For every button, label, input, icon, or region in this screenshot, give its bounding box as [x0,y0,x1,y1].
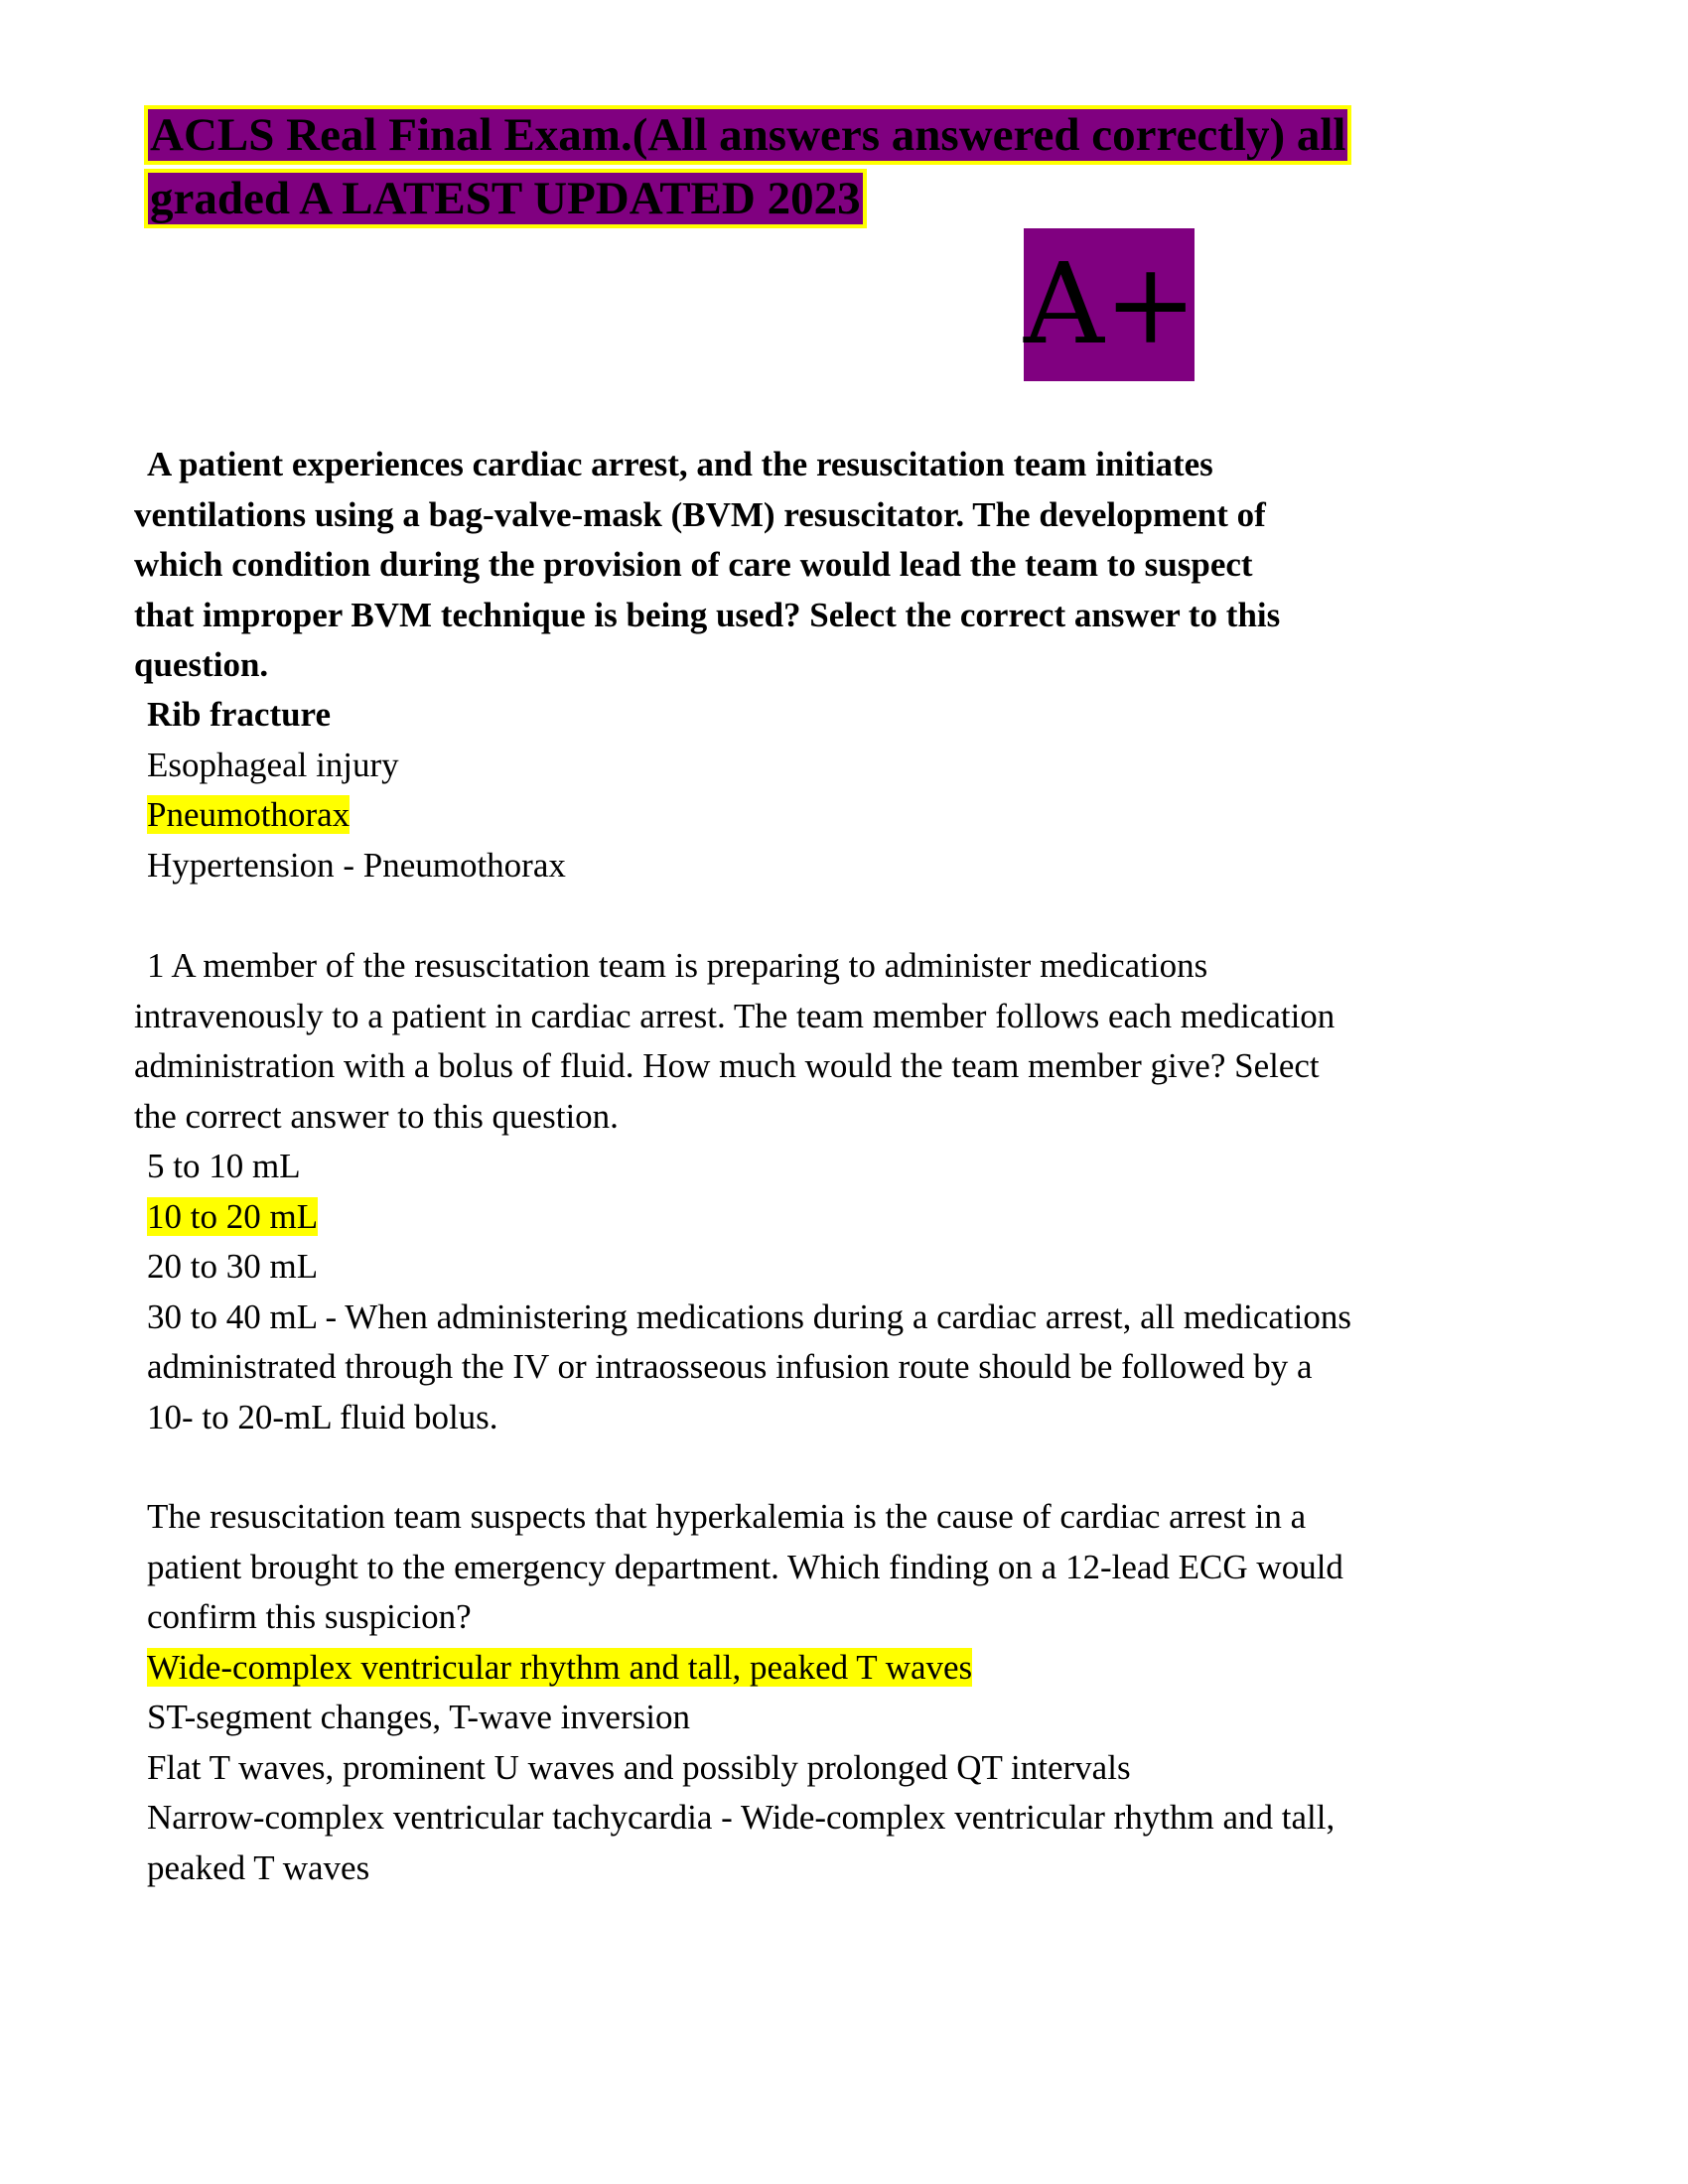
question-2-line: intravenously to a patient in cardiac arrest. The team member follows each medication [134,996,1336,1035]
option-item: ST-segment changes, T-wave inversion [147,1698,690,1736]
question-1-line: A patient experiences cardiac arrest, and the resuscitation team initiates [147,445,1213,483]
option-item-explanation: peaked T waves [147,1847,370,1887]
question-2-line: the correct answer to this question. [134,1096,619,1136]
question-1-line: which condition during the provision of care would lead the team to suspect [134,545,1253,584]
question-2-options [147,1142,1351,1442]
question-3-line: patient brought to the emergency department. Which finding on a 12-lead ECG would [147,1547,1343,1586]
question-1-options [147,690,566,890]
document-title-text: ACLS Real Final Exam.(All answers answered correctly) all graded A LATEST UPDATED 2023 [144,105,1351,228]
question-2-line: 1 A member of the resuscitation team is preparing to administer medications [147,946,1208,985]
question-3 [147,1492,1343,1893]
question-3-line: The resuscitation team suspects that hyperkalemia is the cause of cardiac arrest in a [147,1497,1307,1536]
option-item: Rib fracture [147,695,331,734]
question-1-line: that improper BVM technique is being used? Select the correct answer to this [134,595,1281,634]
question-2-line: administration with a bolus of fluid. How much would the team member give? Select [134,1046,1320,1085]
question-2 [134,941,1335,1142]
option-item: 20 to 30 mL [147,1247,319,1286]
question-1-line: question. [134,645,269,684]
question-3-line: confirm this suspicion? [147,1597,472,1636]
correct-answer-highlight: 10 to 20 mL [147,1196,319,1236]
option-item: 5 to 10 mL [147,1147,301,1185]
grade-badge: A+ [1024,228,1195,381]
question-1 [134,440,1280,691]
option-item-explanation: administrated through the IV or intraosseous infusion route should be followed by a [147,1347,1313,1386]
correct-answer-highlight: Wide-complex ventricular rhythm and tall, peaked T waves [147,1647,973,1687]
option-item-explanation: 10- to 20-mL fluid bolus. [147,1397,498,1436]
option-item-explanation: 30 to 40 mL - When administering medications during a cardiac arrest, all medications [147,1297,1351,1336]
option-item: Flat T waves, prominent U waves and possibly prolonged QT intervals [147,1747,1131,1787]
correct-answer-highlight: Pneumothorax [147,795,351,834]
option-item-explanation: Narrow-complex ventricular tachycardia - Wide-complex ventricular rhythm and tall, [147,1798,1336,1837]
question-1-line: ventilations using a bag-valve-mask (BVM) resuscitator. The development of [134,494,1266,534]
option-item: Esophageal injury [147,745,399,784]
document-title [144,103,1435,230]
option-item: Hypertension - Pneumothorax [147,845,566,885]
